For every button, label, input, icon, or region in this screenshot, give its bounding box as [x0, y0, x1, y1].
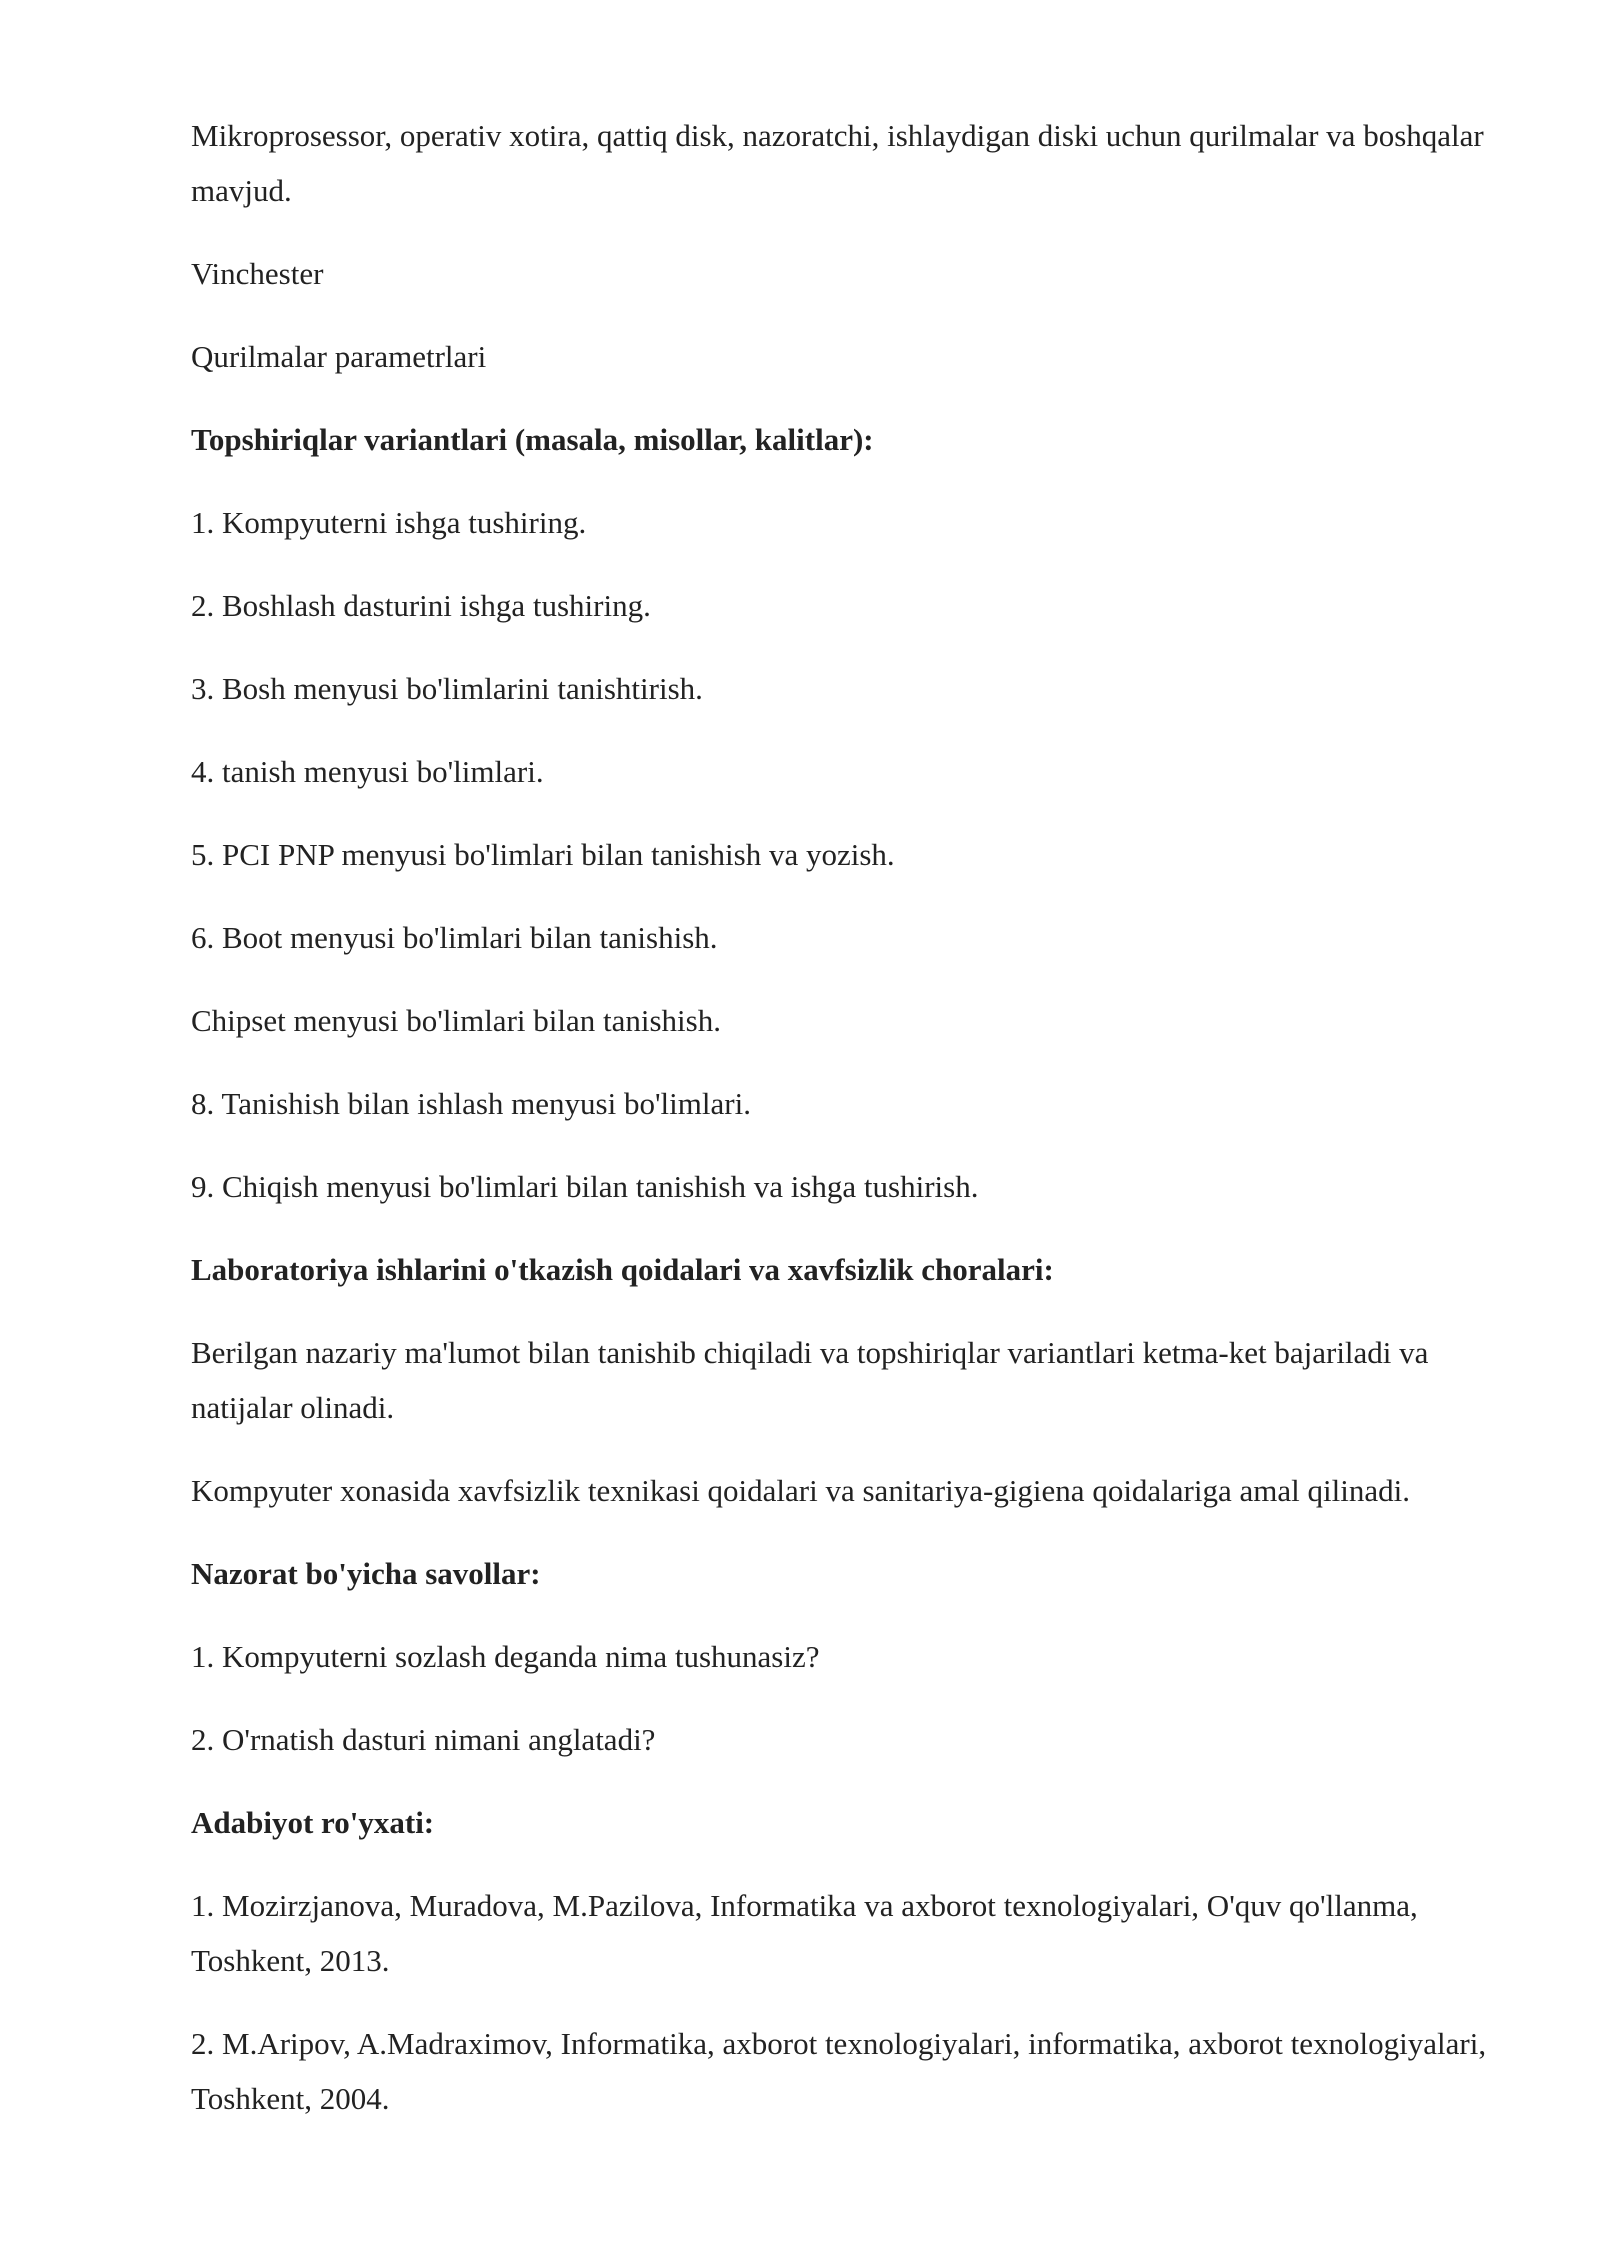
- document-body: [191, 108, 1491, 2154]
- reference-item: 2. M.Aripov, A.Madraximov, Informatika, axborot texnologiyalari, informatika, axborot texnologiyalari, Toshkent, 2004.: [191, 2026, 1487, 2116]
- question-item: 2. O'rnatish dasturi nimani anglatadi?: [191, 1722, 656, 1757]
- task-item: 6. Boot menyusi bo'limlari bilan tanishish.: [191, 920, 718, 955]
- question-item: 1. Kompyuterni sozlash deganda nima tushunasiz?: [191, 1639, 820, 1674]
- control-questions-heading: Nazorat bo'yicha savollar:: [191, 1556, 541, 1591]
- task-item: 1. Kompyuterni ishga tushiring.: [191, 505, 587, 540]
- task-item: Chipset menyusi bo'limlari bilan tanishish.: [191, 1003, 721, 1038]
- intro-paragraph: Mikroprosessor, operativ xotira, qattiq disk, nazoratchi, ishlaydigan diski uchun qurilmalar va boshqalar mavjud.: [191, 118, 1484, 208]
- task-item: 4. tanish menyusi bo'limlari.: [191, 754, 544, 789]
- device-name-paragraph: Vinchester: [191, 256, 324, 291]
- safety-rules-paragraph: Berilgan nazariy ma'lumot bilan tanishib chiqiladi va topshiriqlar variantlari ketma-ket bajariladi va natijalar olinadi.: [191, 1335, 1429, 1425]
- task-item: 3. Bosh menyusi bo'limlarini tanishtirish.: [191, 671, 703, 706]
- tasks-heading: Topshiriqlar variantlari (masala, misollar, kalitlar):: [191, 422, 874, 457]
- device-parameters-paragraph: Qurilmalar parametrlari: [191, 339, 487, 374]
- task-item: 8. Tanishish bilan ishlash menyusi bo'limlari.: [191, 1086, 751, 1121]
- safety-rules-paragraph: Kompyuter xonasida xavfsizlik texnikasi qoidalari va sanitariya-gigiena qoidalariga amal qilinadi.: [191, 1473, 1410, 1508]
- task-item: 2. Boshlash dasturini ishga tushiring.: [191, 588, 651, 623]
- task-item: 5. PCI PNP menyusi bo'limlari bilan tanishish va yozish.: [191, 837, 895, 872]
- reference-item: 1. Mozirzjanova, Muradova, M.Pazilova, Informatika va axborot texnologiyalari, O'quv qo'llanma, Toshkent, 2013.: [191, 1888, 1418, 1978]
- task-item: 9. Chiqish menyusi bo'limlari bilan tanishish va ishga tushirish.: [191, 1169, 979, 1204]
- safety-rules-heading: Laboratoriya ishlarini o'tkazish qoidalari va xavfsizlik choralari:: [191, 1252, 1054, 1287]
- references-heading: Adabiyot ro'yxati:: [191, 1805, 435, 1840]
